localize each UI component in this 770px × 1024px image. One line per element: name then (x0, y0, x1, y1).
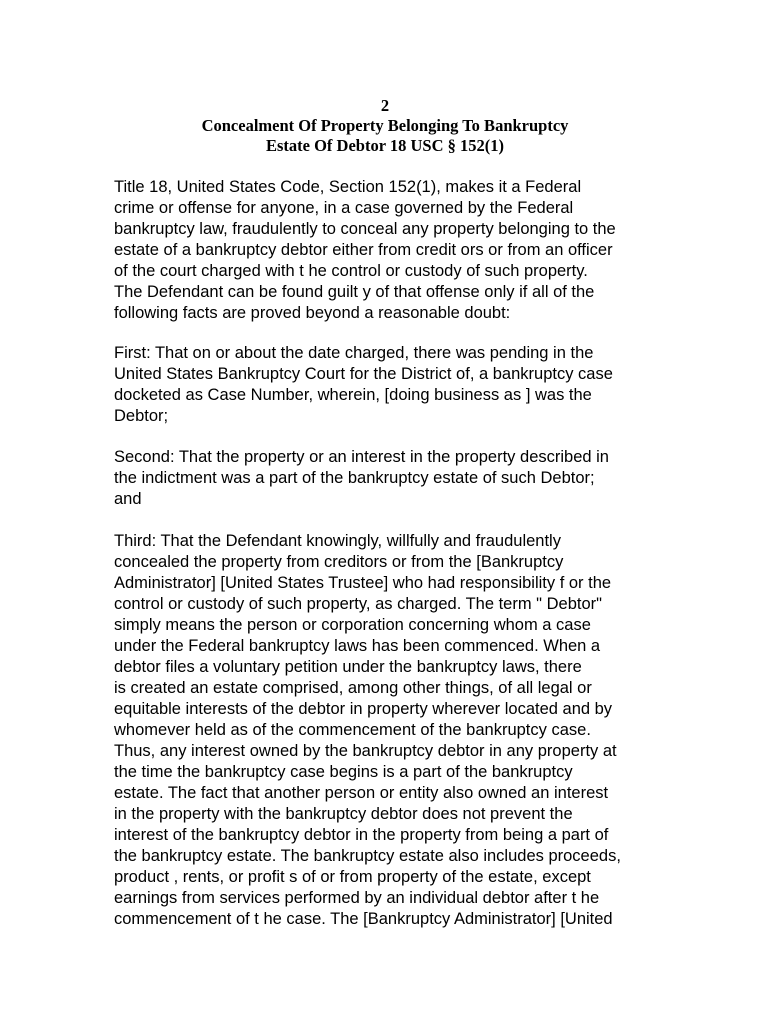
text-line: control or custody of such property, as charged. The term " Debtor" (114, 595, 602, 613)
paragraph-second-element (114, 447, 609, 510)
document-heading (0, 96, 770, 156)
text-line: bankruptcy law, fraudulently to conceal any property belonging to the (114, 220, 616, 238)
text-line: Third: That the Defendant knowingly, willfully and fraudulently (114, 532, 561, 550)
text-line: simply means the person or corporation concerning whom a case (114, 616, 591, 634)
text-line: and (114, 490, 142, 508)
text-line: estate of a bankruptcy debtor either from credit ors or from an officer (114, 241, 613, 259)
paragraph-third-element (114, 531, 621, 930)
text-line: docketed as Case Number, wherein, [doing business as ] was the (114, 386, 592, 404)
text-line: crime or offense for anyone, in a case governed by the Federal (114, 199, 574, 217)
text-line: United States Bankruptcy Court for the District of, a bankruptcy case (114, 365, 613, 383)
text-line: The Defendant can be found guilt y of that offense only if all of the (114, 283, 595, 301)
paragraph-intro (114, 177, 616, 324)
paragraph-first-element (114, 343, 613, 427)
text-line: estate. The fact that another person or entity also owned an interest (114, 784, 609, 802)
text-line: Debtor; (114, 407, 169, 425)
title-line-1: Concealment Of Property Belonging To Bankruptcy (201, 116, 569, 135)
text-line: whomever held as of the commencement of the bankruptcy case. (114, 721, 591, 739)
text-line: Thus, any interest owned by the bankruptcy debtor in any property at (114, 742, 617, 760)
text-line: the bankruptcy estate. The bankruptcy estate also includes proceeds, (114, 847, 621, 865)
text-line: the time the bankruptcy case begins is a part of the bankruptcy (114, 763, 573, 781)
text-line: commencement of t he case. The [Bankruptcy Administrator] [United (114, 910, 613, 928)
text-line: Second: That the property or an interest in the property described in (114, 448, 609, 466)
text-line: in the property with the bankruptcy debtor does not prevent the (114, 805, 573, 823)
text-line: debtor files a voluntary petition under the bankruptcy laws, there (114, 658, 582, 676)
text-line: Title 18, United States Code, Section 152(1), makes it a Federal (114, 178, 582, 196)
text-line: equitable interests of the debtor in property wherever located and by (114, 700, 613, 718)
text-line: product , rents, or profit s of or from property of the estate, except (114, 868, 591, 886)
text-line: Administrator] [United States Trustee] who had responsibility f or the (114, 574, 612, 592)
text-line: interest of the bankruptcy debtor in the property from being a part of (114, 826, 609, 844)
text-line: of the court charged with t he control or custody of such property. (114, 262, 588, 280)
page-number: 2 (380, 96, 390, 115)
text-line: concealed the property from creditors or from the [Bankruptcy (114, 553, 564, 571)
text-line: is created an estate comprised, among other things, of all legal or (114, 679, 592, 697)
text-line: earnings from services performed by an individual debtor after t he (114, 889, 600, 907)
text-line: following facts are proved beyond a reasonable doubt: (114, 304, 511, 322)
text-line: the indictment was a part of the bankruptcy estate of such Debtor; (114, 469, 595, 487)
title-line-2: Estate Of Debtor 18 USC § 152(1) (265, 136, 504, 155)
text-line: under the Federal bankruptcy laws has been commenced. When a (114, 637, 601, 655)
text-line: First: That on or about the date charged, there was pending in the (114, 344, 594, 362)
